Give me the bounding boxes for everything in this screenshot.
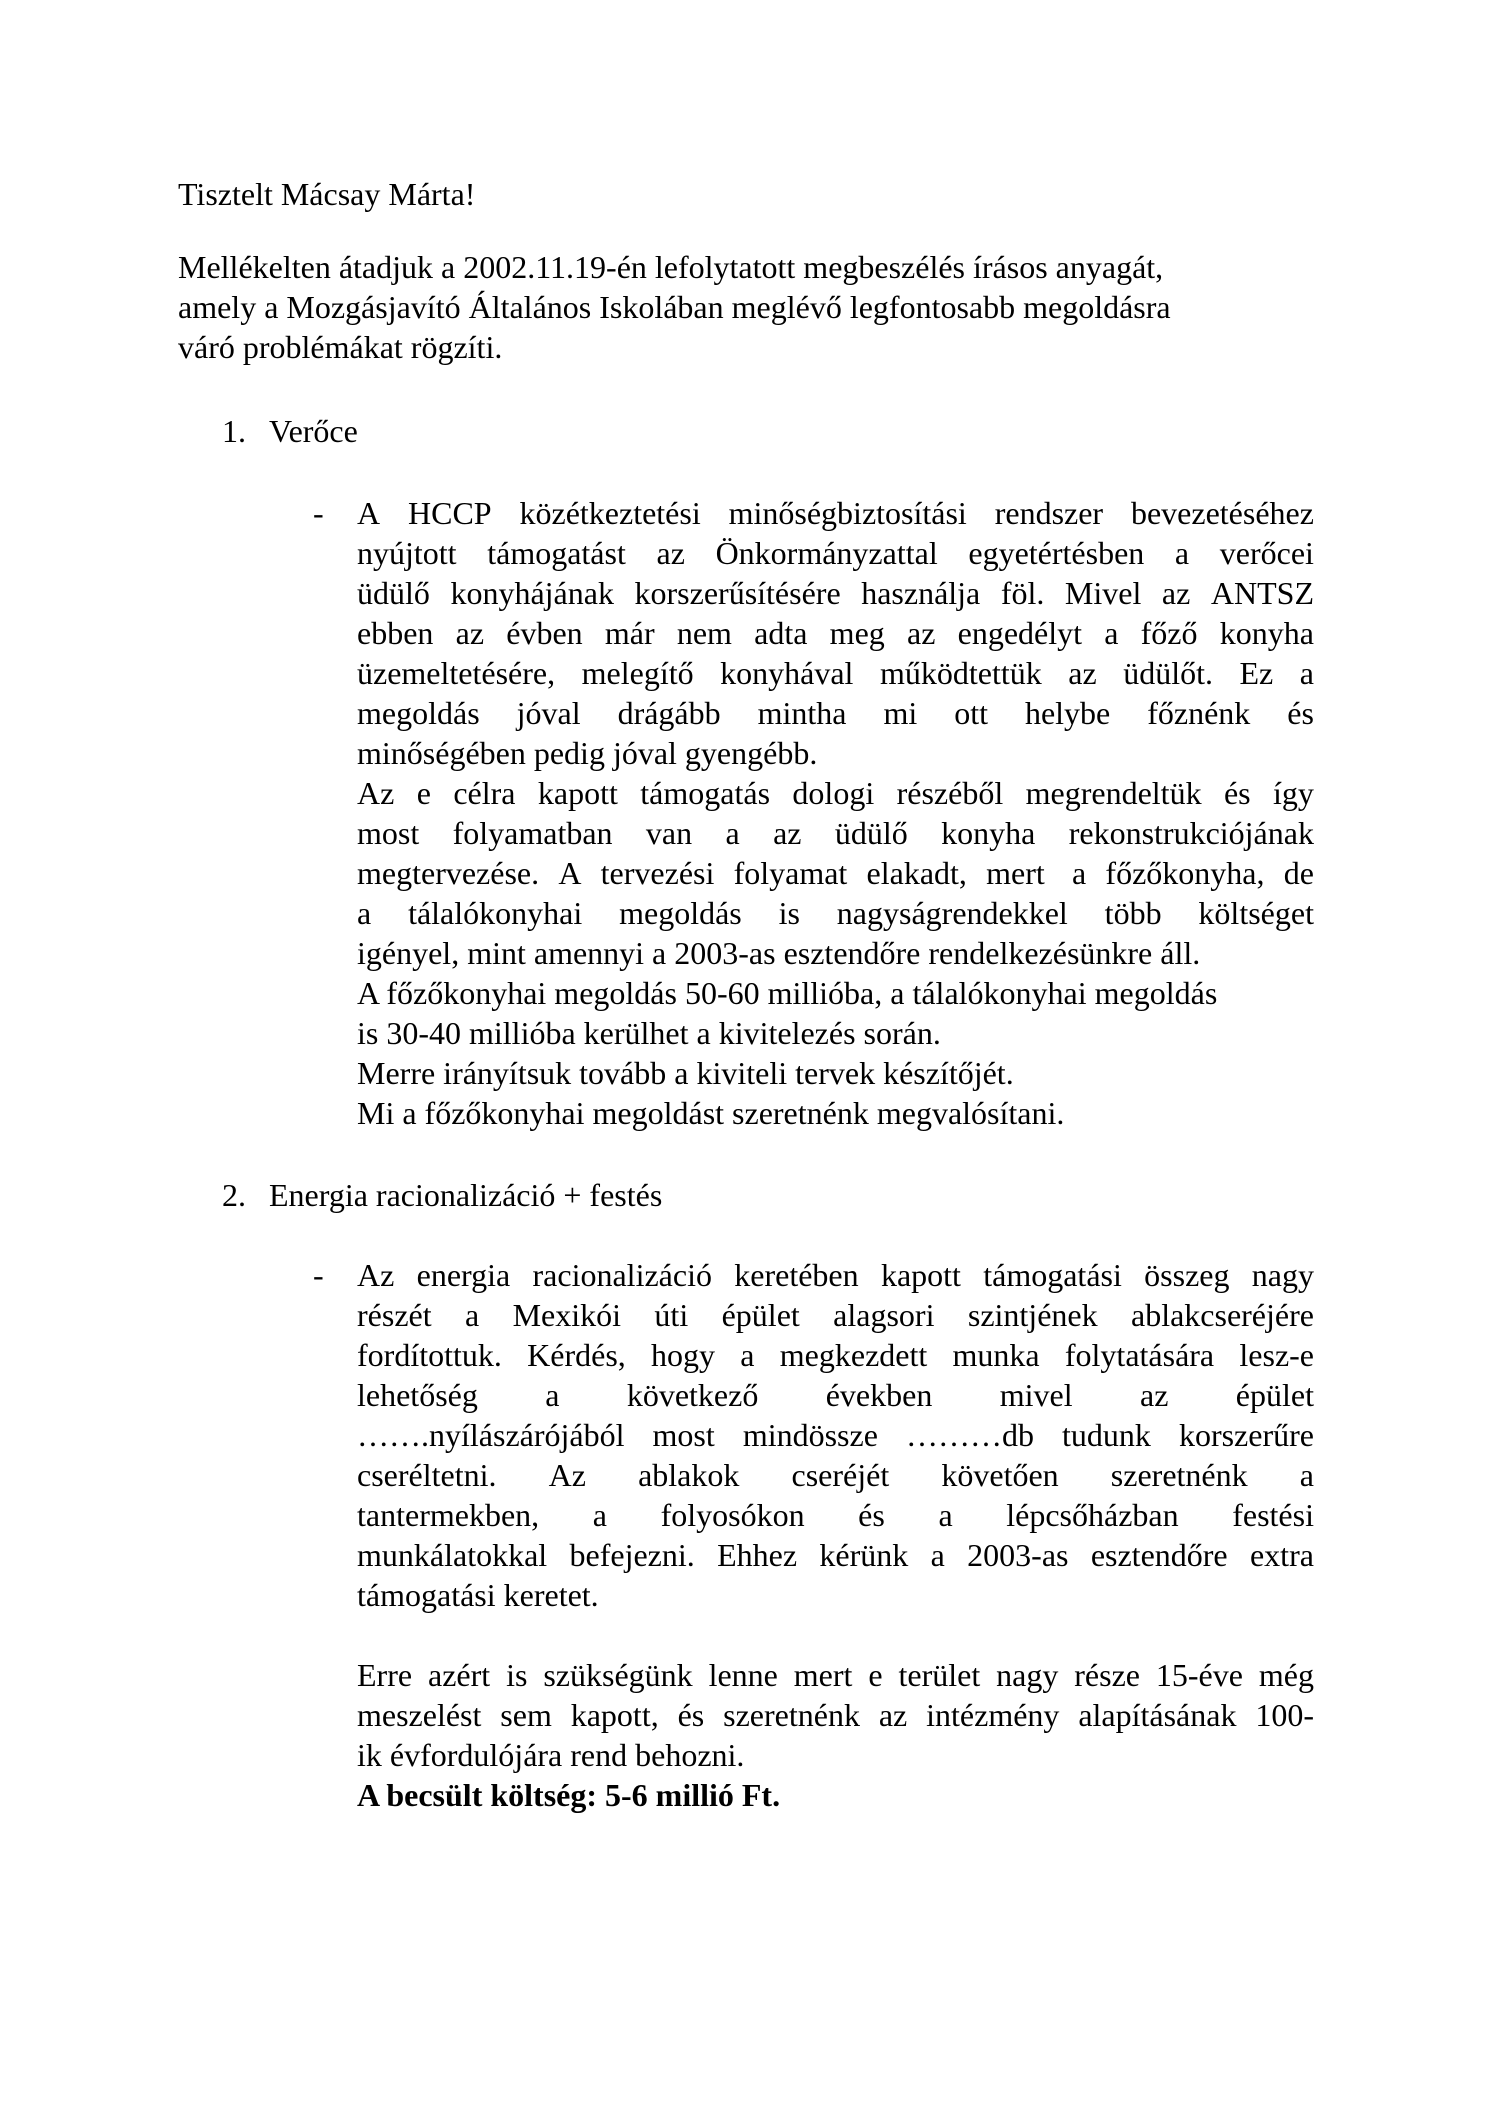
word: is	[506, 1657, 528, 1693]
word: folytatására	[1064, 1337, 1215, 1373]
s1-p2-line	[357, 893, 1314, 933]
word: főznénk	[1147, 695, 1251, 731]
word: ablakcseréjére	[1130, 1297, 1314, 1333]
s1-p1-line	[357, 573, 1314, 613]
word: Ez	[1239, 655, 1274, 691]
word: célra	[453, 775, 516, 811]
word: a	[725, 815, 740, 851]
word: már	[604, 615, 655, 651]
word: Mexikói	[512, 1297, 622, 1333]
word: lenne	[708, 1657, 778, 1693]
word: nagyságrendekkel	[836, 895, 1068, 931]
word: A	[558, 855, 582, 891]
word: extra	[1249, 1537, 1314, 1573]
word: Az	[548, 1457, 586, 1493]
word: folyamatban	[452, 815, 613, 851]
word: mi	[883, 695, 918, 731]
word: a	[357, 895, 372, 931]
word: mindössze	[742, 1417, 878, 1453]
s2-p2-line	[357, 1695, 1314, 1735]
word: megtervezése.	[357, 855, 540, 891]
word: folyosókon	[660, 1497, 805, 1533]
section-1-number: 1.	[222, 413, 246, 449]
word: évben	[506, 615, 583, 651]
s2-p1-line	[357, 1375, 1314, 1415]
word: üdülő	[357, 575, 430, 611]
word: minőségbiztosítási	[728, 495, 967, 531]
word: terület	[898, 1657, 981, 1693]
word: konyhájának	[450, 575, 614, 611]
word: Önkormányzattal	[715, 535, 938, 571]
word: korszerűsítésére	[634, 575, 841, 611]
word: épület	[721, 1297, 800, 1333]
word: szükségünk	[543, 1657, 693, 1693]
word: közétkeztetési	[519, 495, 701, 531]
word: jóval	[516, 695, 581, 731]
word: alagsori	[833, 1297, 935, 1333]
word: szintjének	[967, 1297, 1098, 1333]
word: megoldás	[619, 895, 742, 931]
word: az	[878, 1697, 908, 1733]
word: 2003-as	[967, 1537, 1069, 1573]
word: az	[656, 535, 685, 571]
s2-p1-line	[357, 1295, 1314, 1335]
word: helybe	[1024, 695, 1111, 731]
section-1-dash: -	[313, 495, 324, 531]
word: korszerűre	[1178, 1417, 1314, 1453]
word: tantermekben,	[357, 1497, 540, 1533]
word: dologi	[792, 775, 875, 811]
s2-p1-line	[357, 1335, 1314, 1375]
word: lesz-e	[1239, 1337, 1314, 1373]
word: keretében	[734, 1257, 859, 1293]
word: azért	[427, 1657, 491, 1693]
word: és	[858, 1497, 885, 1533]
intro-line-1: Mellékelten átadjuk a 2002.11.19-én lefolytatott megbeszélés írásos anyagát,	[178, 249, 1164, 285]
word: üzemeltetésére,	[357, 655, 556, 691]
word: kapott	[537, 775, 618, 811]
word: megoldás	[357, 695, 480, 731]
word: a	[1299, 1457, 1314, 1493]
word: cseréltetni.	[357, 1457, 497, 1493]
word: nagy	[1251, 1257, 1314, 1293]
word: festési	[1232, 1497, 1314, 1533]
word: a	[545, 1377, 560, 1413]
word: így	[1273, 775, 1314, 811]
word: de	[1283, 855, 1314, 891]
word: megkezdett	[779, 1337, 928, 1373]
s2-p1-line	[357, 1415, 1314, 1455]
word: rendszer	[994, 495, 1104, 531]
word: is	[778, 895, 800, 931]
word: tudunk	[1062, 1417, 1151, 1453]
word: a	[1104, 615, 1119, 651]
section-2-dash: -	[313, 1257, 324, 1293]
word: használja	[861, 575, 981, 611]
word: e	[868, 1657, 883, 1693]
word: az	[455, 615, 485, 651]
word: az	[1139, 1377, 1169, 1413]
word: ANTSZ	[1210, 575, 1314, 611]
word: Az	[357, 1257, 395, 1293]
intro-line-2: amely a Mozgásjavító Általános Iskolában meglévő legfontosabb megoldásra	[178, 289, 1171, 325]
word: 100-	[1255, 1697, 1314, 1733]
word: főzőkonyha,	[1105, 855, 1265, 891]
word: meszelést	[357, 1697, 482, 1733]
s2-p1-line	[357, 1255, 1314, 1295]
word: A	[357, 495, 381, 531]
word: nagy	[996, 1657, 1059, 1693]
s1-p1-last-line: minőségében pedig jóval gyengébb.	[357, 735, 818, 771]
word: következő	[626, 1377, 759, 1413]
section-2-number: 2.	[222, 1177, 246, 1213]
word: úti	[654, 1297, 689, 1333]
word: támogatási	[983, 1257, 1122, 1293]
word: intézmény	[926, 1697, 1060, 1733]
word: támogatást	[487, 535, 626, 571]
s1-p5: Merre irányítsuk tovább a kiviteli tervek készítőjét.	[357, 1055, 1014, 1091]
word: szeretnénk	[723, 1697, 860, 1733]
word: működtettük	[879, 655, 1042, 691]
s1-p2-line	[357, 773, 1314, 813]
word: HCCP	[408, 495, 492, 531]
word: verőcei	[1219, 535, 1314, 571]
word: az	[773, 815, 802, 851]
salutation: Tisztelt Mácsay Márta!	[178, 176, 476, 212]
word: mintha	[757, 695, 847, 731]
word: a	[740, 1337, 755, 1373]
word: drágább	[617, 695, 721, 731]
word: alapításának	[1078, 1697, 1237, 1733]
word: támogatás	[640, 775, 771, 811]
word: mert	[986, 855, 1045, 891]
word: években	[825, 1377, 933, 1413]
word: és	[1287, 695, 1314, 731]
intro-line-3: váró problémákat rögzíti.	[178, 329, 503, 365]
word: a	[592, 1497, 607, 1533]
word: Kérdés,	[527, 1337, 626, 1373]
word: tálalókonyhai	[408, 895, 583, 931]
word: és	[677, 1697, 705, 1733]
s2-p1-last-line: támogatási keretet.	[357, 1577, 599, 1613]
word: az	[1068, 655, 1097, 691]
word: most	[652, 1417, 715, 1453]
word: ott	[954, 695, 988, 731]
word: ………db	[905, 1417, 1034, 1453]
s2-p1-line	[357, 1495, 1314, 1535]
word: nyújtott	[357, 535, 457, 571]
word: adta	[754, 615, 808, 651]
word: konyhával	[720, 655, 854, 691]
word: Erre	[357, 1657, 413, 1693]
word: lehetőség	[357, 1377, 478, 1413]
word: része	[1074, 1657, 1140, 1693]
word: mivel	[999, 1377, 1073, 1413]
word: üdülő	[834, 815, 908, 851]
word: most	[357, 815, 420, 851]
word: konyha	[1219, 615, 1314, 651]
word: egyetértésben	[968, 535, 1145, 571]
word: meg	[829, 615, 885, 651]
word: a	[1064, 855, 1087, 891]
word: több	[1104, 895, 1162, 931]
word: ebben	[357, 615, 434, 651]
word: cseréjét	[791, 1457, 890, 1493]
word: mert	[793, 1657, 853, 1693]
word: van	[645, 815, 693, 851]
word: tervezési	[600, 855, 715, 891]
word: hogy	[651, 1337, 716, 1373]
word: megrendeltük	[1025, 775, 1202, 811]
word: föl.	[1000, 575, 1045, 611]
word: bevezetéséhez	[1130, 495, 1314, 531]
word: költséget	[1198, 895, 1314, 931]
section-1-title: Verőce	[269, 413, 358, 449]
word: folyamat	[733, 855, 848, 891]
word: Az	[357, 775, 395, 811]
word: munkálatokkal	[357, 1537, 548, 1573]
word: …….nyílászárójából	[357, 1417, 625, 1453]
s2-p1-line	[357, 1535, 1314, 1575]
word: rekonstrukciójának	[1068, 815, 1314, 851]
word: 15-éve	[1155, 1657, 1243, 1693]
word: munka	[952, 1337, 1040, 1373]
s2-p1-line	[357, 1455, 1314, 1495]
s1-p4: is 30-40 millióba kerülhet a kivitelezés során.	[357, 1015, 941, 1051]
word: részéből	[896, 775, 1004, 811]
word: befejezni.	[569, 1537, 695, 1573]
word: az	[1161, 575, 1191, 611]
s1-p1-line	[357, 533, 1314, 573]
word: Mivel	[1064, 575, 1142, 611]
word: lépcsőházban	[1006, 1497, 1179, 1533]
word: a	[1299, 655, 1314, 691]
word: racionalizáció	[532, 1257, 712, 1293]
word: a	[930, 1537, 945, 1573]
s2-p2-last-line: ik évfordulójára rend behozni.	[357, 1737, 745, 1773]
word: nem	[676, 615, 732, 651]
s1-p2-last-line: igényel, mint amennyi a 2003-as esztendőre rendelkezésünkre áll.	[357, 935, 1201, 971]
word: szeretnénk	[1110, 1457, 1248, 1493]
s1-p1-line	[357, 613, 1314, 653]
s2-p2-line	[357, 1655, 1314, 1695]
s1-p1-line	[357, 693, 1314, 733]
word: üdülőt.	[1123, 655, 1213, 691]
word: sem	[500, 1697, 552, 1733]
word: konyha	[941, 815, 1036, 851]
s1-p1-line	[357, 493, 1314, 533]
word: kapott	[880, 1257, 961, 1293]
word: főző	[1140, 615, 1198, 651]
word: követően	[941, 1457, 1059, 1493]
word: engedélyt	[957, 615, 1082, 651]
estimated-cost: A becsült költség: 5-6 millió Ft.	[357, 1777, 781, 1813]
word: ablakok	[638, 1457, 740, 1493]
word: esztendőre	[1090, 1537, 1228, 1573]
word: és	[1223, 775, 1251, 811]
word: Ehhez	[717, 1537, 798, 1573]
word: kapott,	[570, 1697, 659, 1733]
section-2-title: Energia racionalizáció + festés	[269, 1177, 663, 1213]
word: összeg	[1144, 1257, 1230, 1293]
word: az	[906, 615, 936, 651]
word: e	[416, 775, 431, 811]
word: fordítottuk.	[357, 1337, 502, 1373]
word: még	[1258, 1657, 1314, 1693]
word: a	[938, 1497, 953, 1533]
s1-p6: Mi a főzőkonyhai megoldást szeretnénk megvalósítani.	[357, 1095, 1065, 1131]
word: a	[1174, 535, 1190, 571]
s1-p3: A főzőkonyhai megoldás 50-60 millióba, a tálalókonyhai megoldás	[357, 975, 1218, 1011]
s1-p2-line	[357, 853, 1314, 893]
word: épület	[1235, 1377, 1314, 1413]
s1-p2-line	[357, 813, 1314, 853]
word: energia	[416, 1257, 511, 1293]
word: a	[465, 1297, 480, 1333]
word: részét	[357, 1297, 432, 1333]
word: melegítő	[581, 655, 694, 691]
s1-p1-line	[357, 653, 1314, 693]
word: kérünk	[819, 1537, 909, 1573]
word: elakadt,	[866, 855, 967, 891]
